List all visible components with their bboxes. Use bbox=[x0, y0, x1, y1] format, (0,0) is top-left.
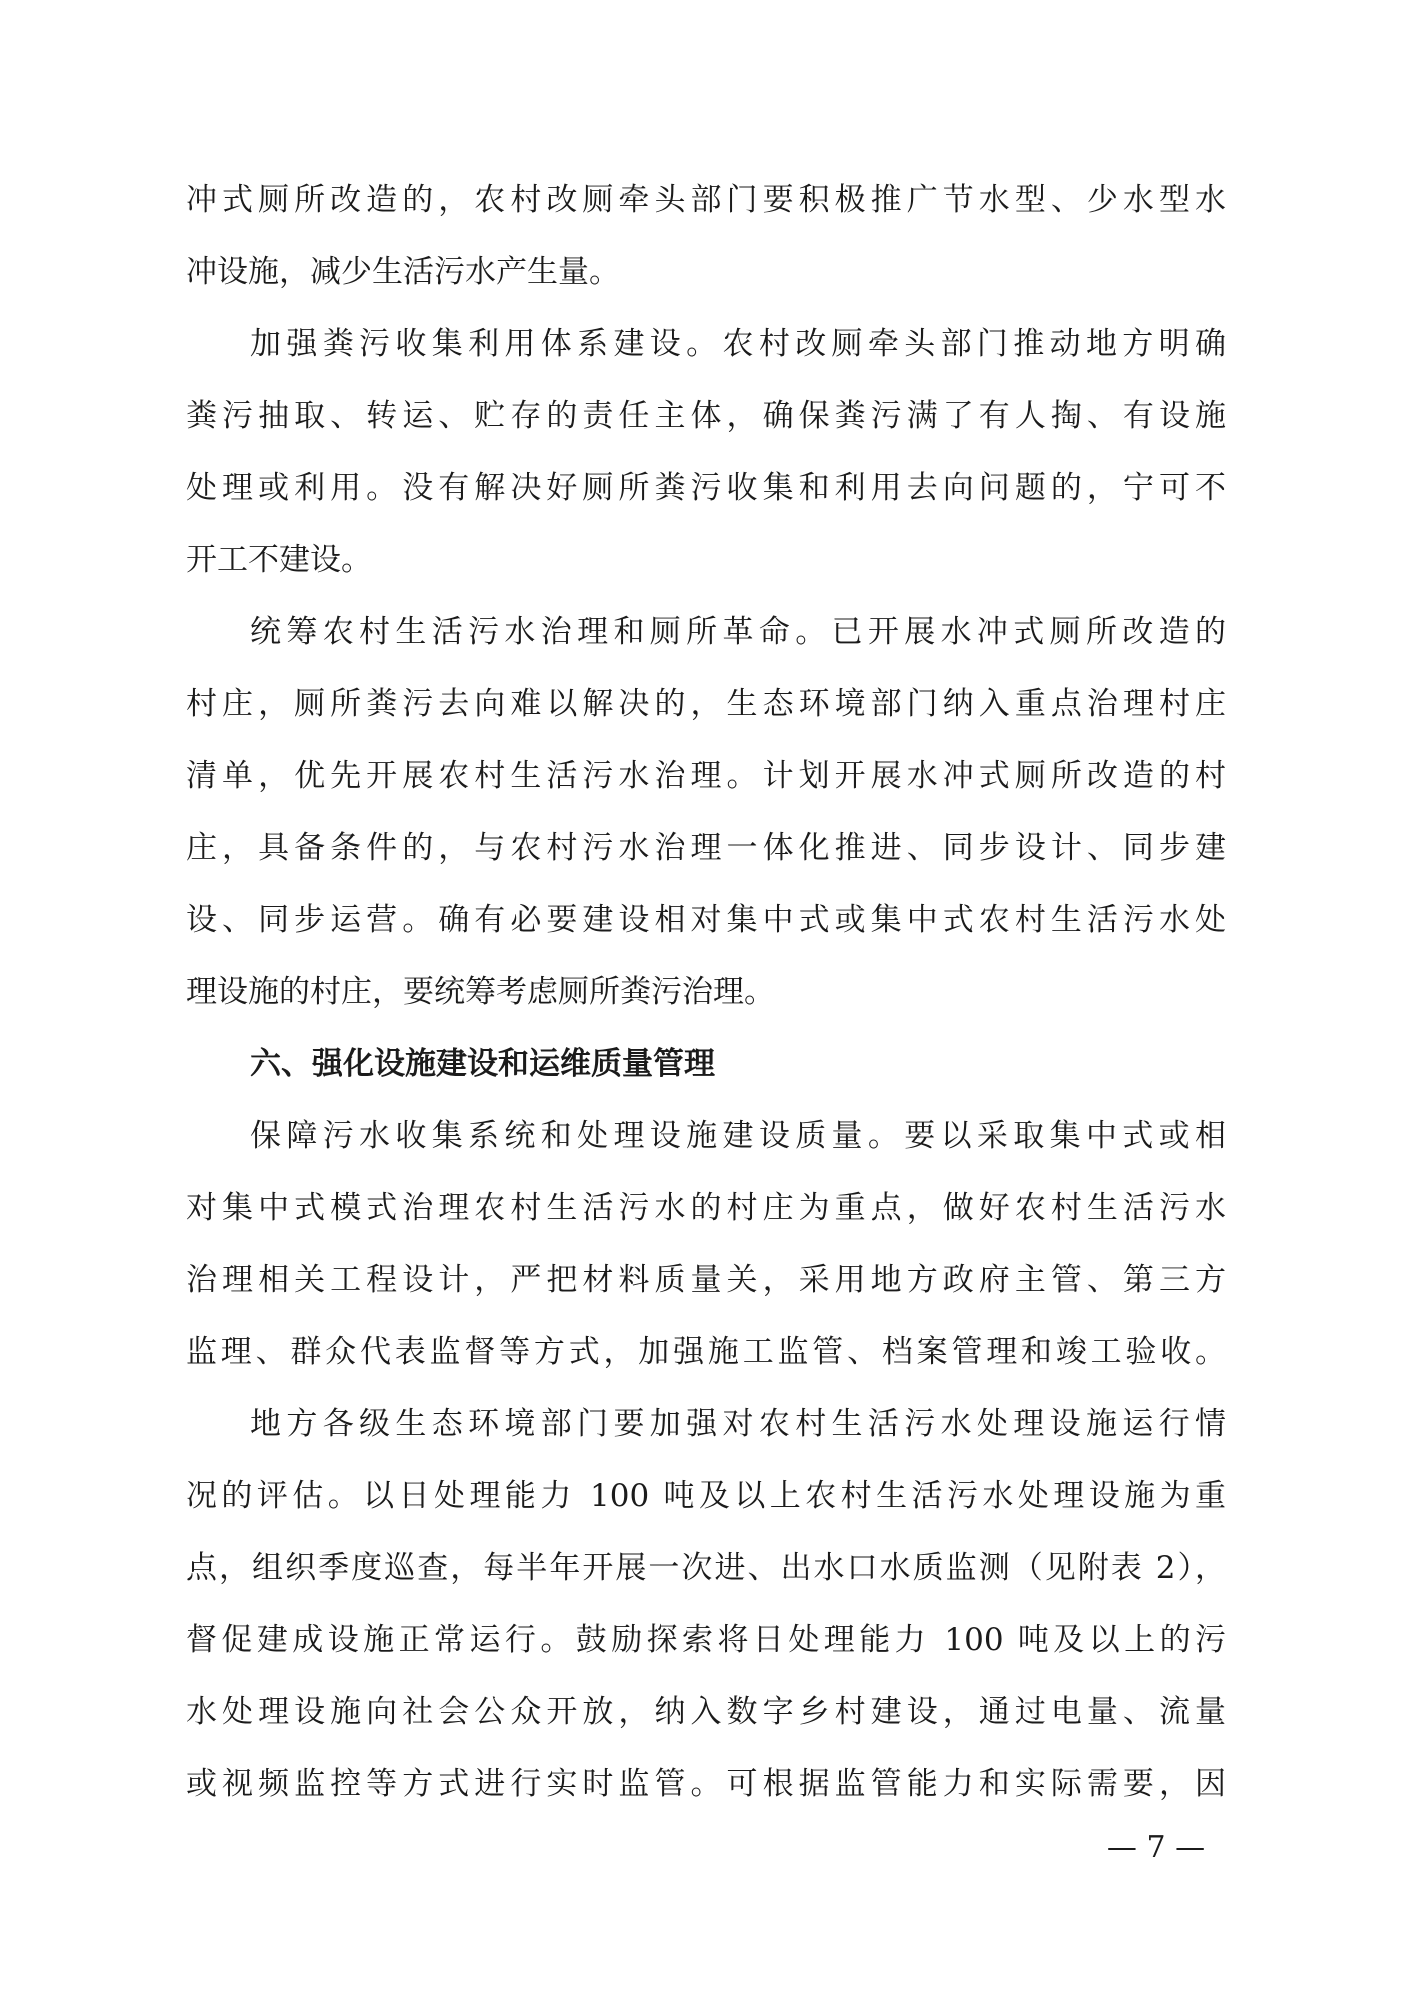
text-line: 对集中式模式治理农村生活污水的村庄为重点，做好农村生活污水 bbox=[186, 1190, 1226, 1226]
text-line: 或视频监控等方式进行实时监管。可根据监管能力和实际需要，因 bbox=[186, 1766, 1226, 1802]
text-line: 粪污抽取、转运、贮存的责任主体，确保粪污满了有人掏、有设施 bbox=[186, 398, 1226, 434]
text-line: 统筹农村生活污水治理和厕所革命。已开展水冲式厕所改造的 bbox=[250, 614, 1226, 650]
text-line: 冲式厕所改造的，农村改厕牵头部门要积极推广节水型、少水型水 bbox=[186, 182, 1226, 218]
text-line: 冲设施，减少生活污水产生量。 bbox=[186, 254, 620, 290]
text-line: 督促建成设施正常运行。鼓励探索将日处理能力 100 吨及以上的污 bbox=[186, 1622, 1226, 1658]
text-line: 理设施的村庄，要统筹考虑厕所粪污治理。 bbox=[186, 974, 775, 1010]
text-line: 监理、群众代表监督等方式，加强施工监管、档案管理和竣工验收。 bbox=[186, 1334, 1226, 1370]
text-line: 设、同步运营。确有必要建设相对集中式或集中式农村生活污水处 bbox=[186, 902, 1226, 938]
text-line: 点，组织季度巡查，每半年开展一次进、出水口水质监测（见附表 2）， bbox=[186, 1550, 1226, 1586]
page-number: — 7 — bbox=[1106, 1830, 1206, 1865]
text-line: 庄，具备条件的，与农村污水治理一体化推进、同步设计、同步建 bbox=[186, 830, 1226, 866]
text-line: 况的评估。以日处理能力 100 吨及以上农村生活污水处理设施为重 bbox=[186, 1478, 1226, 1514]
text-line: 清单，优先开展农村生活污水治理。计划开展水冲式厕所改造的村 bbox=[186, 758, 1226, 794]
text-line: 水处理设施向社会公众开放，纳入数字乡村建设，通过电量、流量 bbox=[186, 1694, 1226, 1730]
section-heading: 六、强化设施建设和运维质量管理 bbox=[250, 1046, 715, 1082]
text-line: 加强粪污收集利用体系建设。农村改厕牵头部门推动地方明确 bbox=[250, 326, 1226, 362]
text-line: 处理或利用。没有解决好厕所粪污收集和利用去向问题的，宁可不 bbox=[186, 470, 1226, 506]
text-line: 开工不建设。 bbox=[186, 542, 372, 578]
text-line: 保障污水收集系统和处理设施建设质量。要以采取集中式或相 bbox=[250, 1118, 1226, 1154]
text-line: 地方各级生态环境部门要加强对农村生活污水处理设施运行情 bbox=[250, 1406, 1226, 1442]
text-line: 治理相关工程设计，严把材料质量关，采用地方政府主管、第三方 bbox=[186, 1262, 1226, 1298]
text-line: 村庄，厕所粪污去向难以解决的，生态环境部门纳入重点治理村庄 bbox=[186, 686, 1226, 722]
